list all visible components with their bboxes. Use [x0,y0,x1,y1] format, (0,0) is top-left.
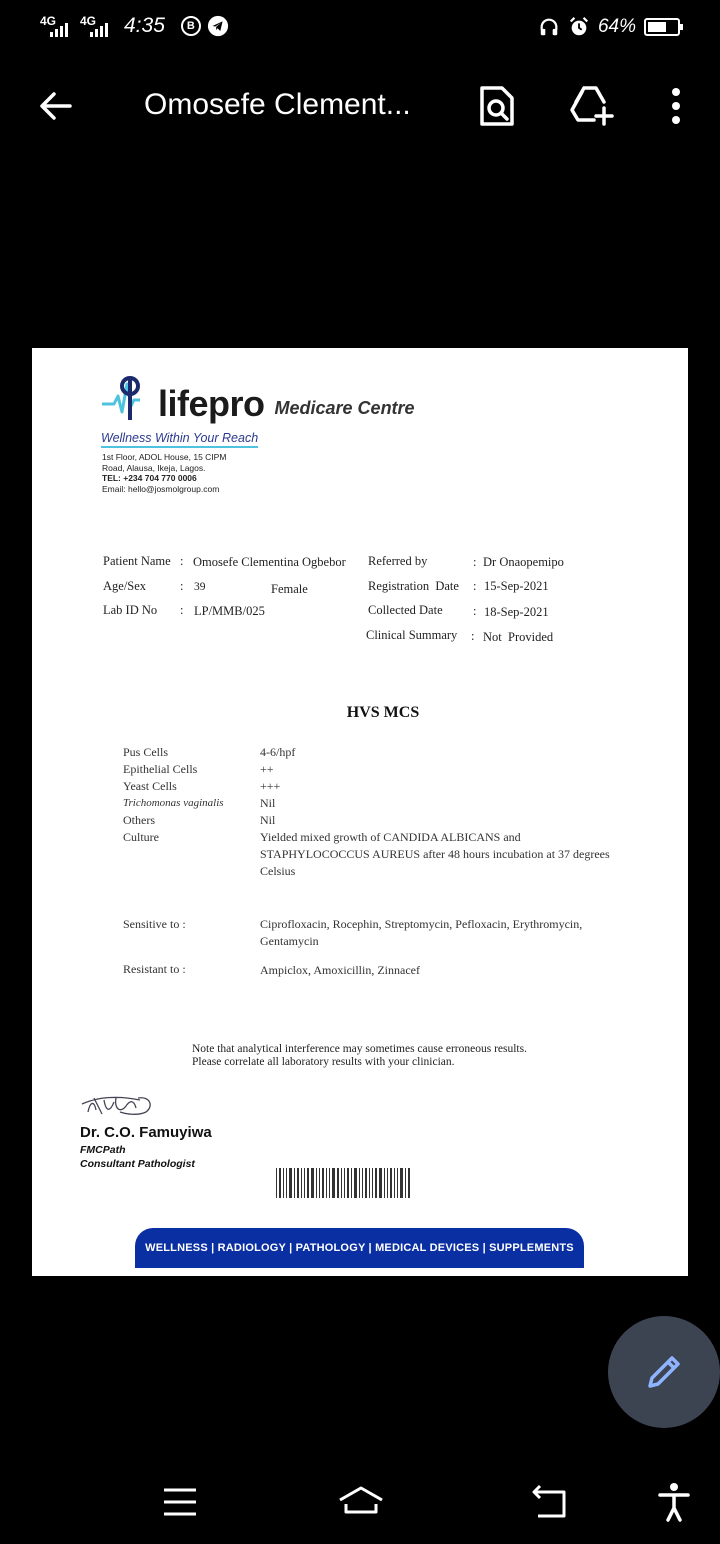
clinical-summary-value: Not Provided [483,630,554,644]
more-options-button[interactable] [656,84,696,128]
note-line-2: Please correlate all laboratory results with your clinician. [192,1056,455,1068]
network-type-2: 4G [80,14,97,28]
lifepro-logo-icon [100,376,156,422]
registration-date-label: Registration Date [368,579,459,593]
status-left [40,14,229,38]
signal-icon-2 [80,15,114,37]
battery-icon [644,18,680,36]
notification-b-icon: B [181,16,201,36]
sensitive-value: Ciprofloxacin, Rocephin, Streptomycin, Pefloxacin, Erythromycin, Gentamycin [260,917,583,948]
note-line-1: Note that analytical interference may sometimes cause erroneous results. [192,1043,527,1055]
result-label: Yeast Cells [123,779,177,793]
accessibility-button[interactable] [654,1482,698,1522]
menu-lines-icon [160,1482,200,1522]
colon: : [471,629,475,643]
search-document-button[interactable] [474,84,518,128]
lab-id-value: LP/MMB/025 [194,604,265,618]
colon: : [180,554,184,568]
result-label: Epithelial Cells [123,762,198,776]
result-label: Others [123,813,155,827]
arrow-left-icon [36,86,76,126]
result-label: Pus Cells [123,745,169,759]
age-value: 39 [194,581,206,593]
status-right [538,16,680,38]
resistant-value: Ampiclox, Amoxicillin, Zinnacef [260,963,420,977]
home-button[interactable] [336,1482,386,1522]
referred-by-value: Dr Onaopemipo [483,555,564,569]
brand-subtitle: Medicare Centre [274,398,415,418]
signer-name: Dr. C.O. Famuyiwa [80,1124,212,1141]
result-value: Nil [260,796,276,810]
logo [100,376,415,422]
address-line-2: Road, Alausa, Ikeja, Lagos. [102,462,206,473]
document-title: Omosefe Clement... [144,88,411,121]
result-value: Nil [260,813,276,827]
back-nav-button[interactable] [528,1482,572,1522]
telephone: TEL: +234 704 770 0006 [102,473,197,483]
tagline: Wellness Within Your Reach [101,431,258,448]
result-label: Culture [123,830,159,844]
document-page[interactable] [32,348,688,1276]
age-sex-label: Age/Sex [103,579,147,593]
email: Email: hello@josmolgroup.com [102,483,220,494]
address-line-1: 1st Floor, ADOL House, 15 CIPM [102,452,227,462]
result-value: Yielded mixed growth of CANDIDA ALBICANS and STAPHYLOCOCCUS AUREUS after 48 hours incubation at 37 degrees Celsius [260,830,610,878]
signal-icon-1 [40,15,74,37]
disclaimer-note [192,1043,527,1069]
home-icon [336,1482,386,1522]
test-title: HVS MCS [346,704,420,721]
referred-by-label: Referred by [368,554,428,568]
collected-date-label: Collected Date [368,603,443,617]
signature-icon [80,1092,156,1120]
accessibility-icon [654,1482,694,1522]
edit-fab-button[interactable] [608,1316,720,1428]
more-vert-icon [656,84,696,128]
lab-id-label: Lab ID No [103,603,158,617]
clinical-summary-label: Clinical Summary [366,628,458,642]
document-search-icon [474,84,518,128]
signer-title: Consultant Pathologist [80,1158,195,1170]
colon: : [473,579,477,593]
headphones-icon [538,16,560,38]
colon: : [473,555,477,569]
address-block [102,452,226,494]
battery-percent: 64% [597,16,636,37]
result-label: Trichomonas vaginalis [123,797,224,809]
system-nav-bar [0,1460,720,1544]
return-icon [528,1482,568,1522]
back-button[interactable] [36,86,76,126]
barcode-icon [276,1168,446,1198]
signer-qualification: FMCPath [80,1144,126,1156]
telegram-icon [207,15,229,37]
result-value: +++ [260,779,281,793]
app-bar [0,70,720,142]
patient-name-label: Patient Name [103,554,171,568]
resistant-label: Resistant to : [123,962,186,976]
results-values [260,744,610,880]
result-value: ++ [260,762,274,776]
result-value: 4-6/hpf [260,745,296,759]
alarm-icon [568,16,590,38]
add-to-drive-button[interactable] [568,84,612,128]
registration-date-value: 15-Sep-2021 [484,579,549,593]
signer-credentials [80,1143,195,1171]
results-labels [123,744,253,846]
recent-apps-button[interactable] [160,1482,204,1522]
clock: 4:35 [124,14,165,37]
colon: : [180,603,184,617]
pencil-icon [642,1350,686,1394]
add-to-drive-icon [568,84,616,128]
sensitive-label: Sensitive to : [123,917,186,931]
patient-name-value: Omosefe Clementina Ogbebor [193,555,346,569]
collected-date-value: 18-Sep-2021 [484,605,549,619]
network-type-1: 4G [40,14,57,28]
status-bar [0,0,720,56]
services-footer: WELLNESS | RADIOLOGY | PATHOLOGY | MEDICAL DEVICES | SUPPLEMENTS [135,1228,584,1268]
colon: : [180,579,184,593]
sex-value: Female [271,582,308,596]
brand-name: lifepro [158,383,265,424]
colon: : [473,604,477,618]
